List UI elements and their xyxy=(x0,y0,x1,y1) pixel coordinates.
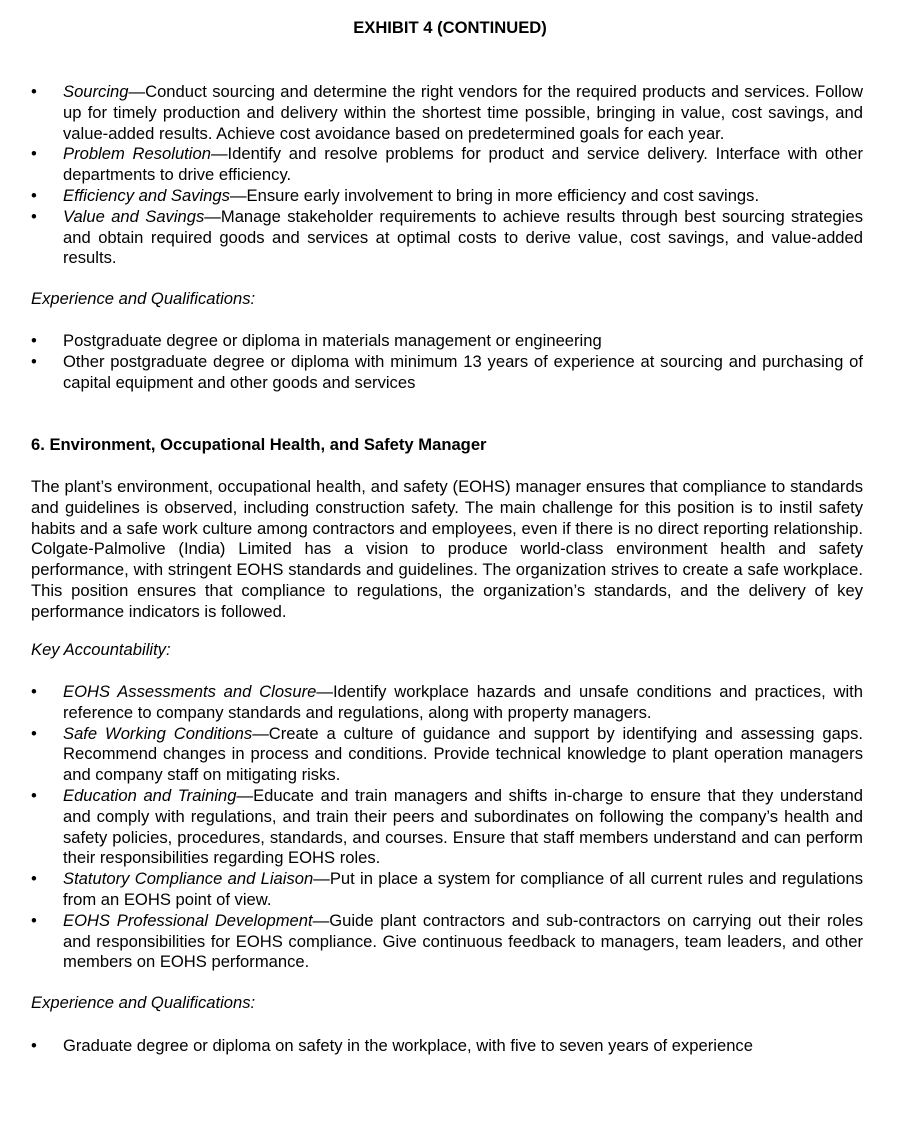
item-text: —Manage stakeholder requirements to achieve results through best sourcing strategies and obtain required goods and services at optimal costs to derive value, cost savings, and value-added results. xyxy=(63,206,863,268)
sourcing-bullets xyxy=(31,82,863,269)
item-text: Postgraduate degree or diploma in materials management or engineering xyxy=(63,331,602,350)
experience-heading-2: Experience and Qualifications: xyxy=(31,993,256,1012)
bullet-icon: • xyxy=(31,785,37,805)
item-text: —Identify workplace hazards and unsafe conditions and practices, with reference to company standards and regulations, along with property managers. xyxy=(63,682,863,722)
section-heading: 6. Environment, Occupational Health, and Safety Manager xyxy=(31,435,487,454)
list-item xyxy=(31,352,863,394)
bullet-icon: • xyxy=(31,185,37,205)
item-lead: Sourcing xyxy=(63,82,129,101)
list-item xyxy=(31,724,863,786)
item-text: —Put in place a system for compliance of all current rules and regulations from an EOHS point of view. xyxy=(63,869,864,909)
list-item xyxy=(31,869,863,911)
bullet-icon: • xyxy=(31,910,37,930)
list-item xyxy=(31,186,863,207)
bullet-icon: • xyxy=(31,351,37,371)
bullet-icon: • xyxy=(31,723,37,743)
bullet-icon: • xyxy=(31,82,37,101)
item-lead: Value and Savings xyxy=(63,206,205,226)
bullet-icon: • xyxy=(31,682,37,701)
list-item xyxy=(31,331,863,352)
item-text: —Create a culture of guidance and support by identifying and assessing gaps. Recommend changes in process and conditions. Provide technical knowledge to plant operation managers and company staff on mitigating risks. xyxy=(63,723,863,785)
item-text: Graduate degree or diploma on safety in the workplace, with five to seven years of experience xyxy=(63,1036,753,1055)
item-text: Other postgraduate degree or diploma with minimum 13 years of experience at sourcing and purchasing of capital equipment and other goods and services xyxy=(63,351,863,392)
key-accountability-bullets xyxy=(31,682,863,973)
list-item xyxy=(31,207,863,269)
item-lead: EOHS Assessments and Closure xyxy=(63,682,317,701)
list-item xyxy=(31,1036,863,1057)
list-item xyxy=(31,786,863,869)
bullet-icon: • xyxy=(31,206,37,226)
bullet-icon: • xyxy=(31,144,37,164)
experience-heading-1: Experience and Qualifications: xyxy=(31,289,256,308)
item-text: —Conduct sourcing and determine the right vendors for the required products and services. Follow up for timely production and delivery within the shortest time possible, bringing in value, cost savings, and value-added results. Achieve cost avoidance based on predetermined goals for each year. xyxy=(63,82,863,143)
list-item xyxy=(31,911,863,973)
item-text: —Identify and resolve problems for product and service delivery. Interface with other departments to drive efficiency. xyxy=(63,144,863,185)
key-accountability-heading: Key Accountability: xyxy=(31,640,171,659)
list-item xyxy=(31,682,863,724)
bullet-icon: • xyxy=(31,1036,37,1055)
experience-bullets-1 xyxy=(31,331,863,393)
bullet-icon: • xyxy=(31,331,37,350)
bullet-icon: • xyxy=(31,869,37,889)
list-item xyxy=(31,82,863,144)
section-paragraph: The plant’s environment, occupational health, and safety (EOHS) manager ensures that compliance to standards and guidelines is observed, including construction safety. The main challenge for this position is to instil safety habits and a safe work culture among contractors and employees, even if there is no direct reporting relationship. Colgate-Palmolive (India) Limited has a vision to produce world-class environment health and safety performance, with stringent EOHS standards and guidelines. The organization strives to create a safe workplace. This position ensures that compliance to regulations, the organization’s standards, and the delivery of key performance indicators is followed. xyxy=(31,477,863,621)
item-text: —Educate and train managers and shifts in-charge to ensure that they understand and comply with regulations, and train their peers and subordinates on following the company’s health and safety policies, procedures, standards, and courses. Ensure that staff members understand and can perform their responsibilities regarding EOHS roles. xyxy=(63,785,864,868)
item-lead: Efficiency and Savings xyxy=(63,185,230,205)
list-item xyxy=(31,144,863,186)
item-text: —Guide plant contractors and sub-contractors on carrying out their roles and responsibilities for EOHS compliance. Give continuous feedback to managers, team leaders, and other members on EOHS performance. xyxy=(63,910,863,972)
page-title: EXHIBIT 4 (CONTINUED) xyxy=(353,18,547,37)
item-lead: EOHS Professional Development xyxy=(63,910,313,930)
item-lead: Problem Resolution xyxy=(63,144,211,164)
experience-bullets-2 xyxy=(31,1036,863,1057)
item-lead: Education and Training xyxy=(63,785,237,805)
item-text: —Ensure early involvement to bring in more efficiency and cost savings. xyxy=(229,185,760,205)
item-lead: Safe Working Conditions xyxy=(63,723,253,743)
item-lead: Statutory Compliance and Liaison xyxy=(63,869,314,889)
